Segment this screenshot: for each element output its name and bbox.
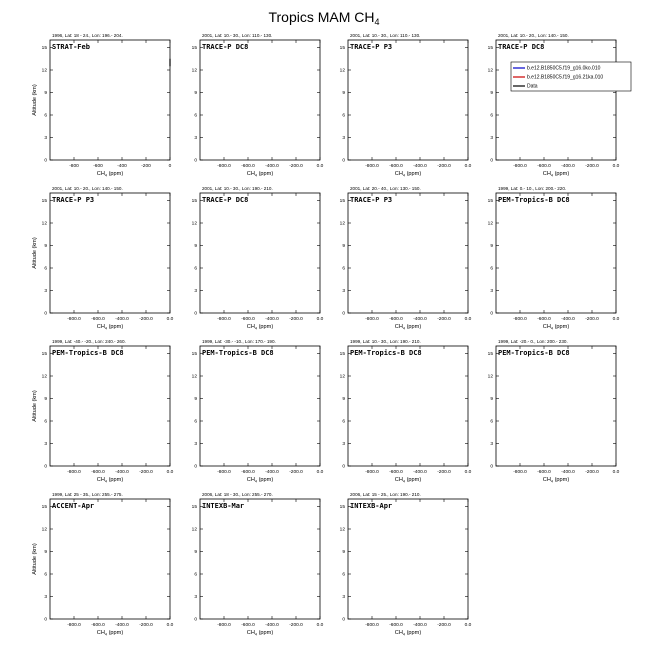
x-tick-label: 0.0 <box>166 623 174 628</box>
x-tick-label: -800.0 <box>513 470 527 475</box>
campaign-label: PEM-Tropics-B DC8 <box>350 349 422 357</box>
y-tick-label: 6 <box>342 113 345 119</box>
panel-subtitle: 1999, Lat: -40.- -20., Lon: 240.- 260. <box>52 339 126 344</box>
y-tick-label: 12 <box>41 374 47 380</box>
x-tick-label: -400.0 <box>561 317 575 322</box>
x-tick-label: -600.0 <box>241 317 255 322</box>
y-axis-label: Altitude (km) <box>32 390 38 422</box>
x-axis-label-unit: (ppm) <box>257 171 274 177</box>
y-tick-label: 3 <box>342 442 345 448</box>
x-axis-label-main: CH <box>246 630 255 636</box>
x-tick-label: -400.0 <box>413 317 427 322</box>
panel-subtitle: 2001, Lat: 10.- 20., Lon: 140.- 150. <box>52 186 123 191</box>
campaign-label: PEM-Tropics-B DC8 <box>498 196 570 204</box>
y-tick-label: 3 <box>194 289 197 295</box>
y-tick-label: 0 <box>490 158 493 164</box>
y-tick-label: 9 <box>194 397 197 403</box>
x-tick-label: 0 <box>168 164 172 169</box>
x-axis-label <box>395 477 422 484</box>
x-tick-label: -200.0 <box>437 623 451 628</box>
y-tick-label: 9 <box>490 91 493 97</box>
x-tick-label: -200.0 <box>437 470 451 475</box>
x-tick-label: -600.0 <box>241 623 255 628</box>
y-tick-label: 0 <box>194 158 197 164</box>
x-tick-label: -600.0 <box>389 164 403 169</box>
plot-frame <box>348 193 468 313</box>
x-tick-label: -600.0 <box>91 470 105 475</box>
x-axis-label-unit: (ppm) <box>107 630 124 636</box>
panel-4 <box>488 33 631 178</box>
x-tick-label: 0.0 <box>316 317 324 322</box>
x-tick-label: -800.0 <box>365 164 379 169</box>
panel-subtitle: 1999, Lat: 25 - 35., Lon: 255.- 275. <box>52 492 123 497</box>
y-tick-label: 6 <box>194 113 197 119</box>
y-tick-label: 6 <box>44 419 47 425</box>
x-axis-label <box>97 171 124 178</box>
panel-subtitle: 2006, Lat: 15 - 25., Lon: 190.- 210. <box>350 492 421 497</box>
x-axis-label-unit: (ppm) <box>405 171 422 177</box>
x-tick-label: -200.0 <box>289 164 303 169</box>
x-tick-label: -200.0 <box>585 470 599 475</box>
x-tick-label: -800.0 <box>513 317 527 322</box>
x-axis-label-unit: (ppm) <box>107 324 124 330</box>
panel-5 <box>32 186 174 331</box>
y-tick-label: 9 <box>194 550 197 556</box>
x-axis-label-main: CH <box>394 324 403 330</box>
y-tick-label: 3 <box>44 595 47 601</box>
y-tick-label: 15 <box>487 46 493 52</box>
y-tick-label: 3 <box>44 136 47 142</box>
y-tick-label: 12 <box>487 374 493 380</box>
x-tick-label: -600.0 <box>389 317 403 322</box>
x-axis-label-main: CH <box>246 324 255 330</box>
x-axis-label <box>97 324 124 331</box>
y-tick-label: 6 <box>490 113 493 119</box>
campaign-label: INTEXB-Mar <box>202 502 245 510</box>
y-tick-label: 9 <box>342 91 345 97</box>
y-tick-label: 15 <box>339 505 345 511</box>
x-tick-label: -600.0 <box>241 470 255 475</box>
campaign-label: PEM-Tropics-B DC8 <box>202 349 274 357</box>
x-axis-label-unit: (ppm) <box>405 477 422 483</box>
y-tick-label: 9 <box>44 397 47 403</box>
x-tick-label: -800.0 <box>217 623 231 628</box>
x-tick-label: -600.0 <box>537 470 551 475</box>
y-tick-label: 3 <box>44 289 47 295</box>
x-axis-label-subscript: 4 <box>550 479 554 484</box>
x-tick-label: -200.0 <box>289 470 303 475</box>
y-tick-label: 15 <box>191 199 197 205</box>
panel-1 <box>32 33 172 178</box>
panel-subtitle: 2001, Lat: 10.- 30., Lon: 190.- 210. <box>202 186 273 191</box>
y-tick-label: 0 <box>490 311 493 317</box>
panel-11 <box>340 339 472 484</box>
x-tick-label: -400.0 <box>265 164 279 169</box>
panel-3 <box>340 33 472 178</box>
x-tick-label: -400.0 <box>561 470 575 475</box>
panel-grid <box>32 33 631 637</box>
y-tick-label: 3 <box>342 289 345 295</box>
campaign-label: TRACE-P DC8 <box>202 196 249 204</box>
x-axis-label-subscript: 4 <box>104 173 108 178</box>
y-tick-label: 3 <box>490 442 493 448</box>
plot-frame <box>50 346 170 466</box>
x-tick-label: -800.0 <box>365 623 379 628</box>
x-tick-label: -600.0 <box>91 623 105 628</box>
y-tick-label: 12 <box>339 527 345 533</box>
panel-10 <box>192 339 324 484</box>
x-tick-label: -800.0 <box>67 470 81 475</box>
plot-frame <box>496 346 616 466</box>
x-axis-label-unit: (ppm) <box>405 630 422 636</box>
x-axis-label-subscript: 4 <box>104 479 108 484</box>
legend <box>511 62 631 91</box>
x-tick-label: -600 <box>93 164 103 169</box>
y-tick-label: 0 <box>194 311 197 317</box>
x-tick-label: -200.0 <box>437 317 451 322</box>
y-tick-label: 6 <box>342 266 345 272</box>
campaign-label: INTEXB-Apr <box>350 502 393 510</box>
x-tick-label: -400.0 <box>561 164 575 169</box>
plot-frame <box>496 40 616 160</box>
panel-8 <box>488 186 620 331</box>
x-axis-label-main: CH <box>246 171 255 177</box>
x-tick-label: -400.0 <box>115 317 129 322</box>
panel-subtitle: 2001, Lat: 10.- 20., Lon: 140.- 150. <box>498 33 569 38</box>
x-tick-label: -800.0 <box>67 317 81 322</box>
y-tick-label: 15 <box>41 199 47 205</box>
x-axis-label <box>395 171 422 178</box>
x-tick-label: -800.0 <box>217 317 231 322</box>
y-axis-label: Altitude (km) <box>32 237 38 269</box>
x-tick-label: -800.0 <box>513 164 527 169</box>
y-tick-label: 9 <box>44 244 47 250</box>
x-tick-label: -200.0 <box>585 164 599 169</box>
x-tick-label: -600.0 <box>389 623 403 628</box>
y-tick-label: 9 <box>490 397 493 403</box>
x-tick-label: -800 <box>69 164 79 169</box>
x-axis-label <box>395 630 422 637</box>
x-axis-label-main: CH <box>542 171 551 177</box>
legend-label: b.e12.B1850C5.f19_g16.0ko.010 <box>527 65 601 72</box>
panel-subtitle: 2001, Lat: 20.- 40., Lon: 130.- 150. <box>350 186 421 191</box>
y-tick-label: 9 <box>194 91 197 97</box>
x-axis-label <box>247 324 274 331</box>
y-tick-label: 12 <box>191 68 197 74</box>
y-tick-label: 12 <box>191 374 197 380</box>
campaign-label: STRAT-Feb <box>52 43 90 51</box>
plot-frame <box>348 40 468 160</box>
y-tick-label: 15 <box>339 352 345 358</box>
y-tick-label: 12 <box>191 527 197 533</box>
panel-subtitle: 1999, Lat: -30.- -10., Lon: 170.- 190. <box>202 339 276 344</box>
x-tick-label: -400.0 <box>265 317 279 322</box>
y-tick-label: 6 <box>342 419 345 425</box>
x-axis-label <box>543 477 570 484</box>
plot-frame <box>348 499 468 619</box>
x-tick-label: 0.0 <box>166 317 174 322</box>
x-axis-label-subscript: 4 <box>104 632 108 637</box>
y-tick-label: 0 <box>44 464 47 470</box>
x-tick-label: -800.0 <box>217 164 231 169</box>
x-axis-label-unit: (ppm) <box>107 171 124 177</box>
x-tick-label: -400 <box>117 164 127 169</box>
panel-12 <box>488 339 620 484</box>
x-tick-label: -600.0 <box>389 470 403 475</box>
x-axis-label <box>543 324 570 331</box>
x-tick-label: -400.0 <box>115 623 129 628</box>
x-axis-label <box>247 630 274 637</box>
y-tick-label: 0 <box>194 464 197 470</box>
x-tick-label: 0.0 <box>464 164 472 169</box>
y-tick-label: 3 <box>44 442 47 448</box>
y-tick-label: 15 <box>339 46 345 52</box>
y-tick-label: 15 <box>487 199 493 205</box>
x-tick-label: 0.0 <box>316 623 324 628</box>
x-tick-label: -200.0 <box>139 623 153 628</box>
x-tick-label: 0.0 <box>464 470 472 475</box>
x-tick-label: 0.0 <box>612 470 620 475</box>
panel-subtitle: 1999, Lat: 0.- 10., Lon: 200.- 220. <box>498 186 567 191</box>
y-tick-label: 12 <box>487 221 493 227</box>
plot-frame <box>200 346 320 466</box>
x-tick-label: -600.0 <box>91 317 105 322</box>
y-tick-label: 9 <box>44 91 47 97</box>
campaign-label: PEM-Tropics-B DC8 <box>498 349 570 357</box>
x-axis-label-subscript: 4 <box>104 326 108 331</box>
panel-subtitle: 2001, Lat: 10.- 30., Lon: 110.- 130. <box>350 33 421 38</box>
x-tick-label: 0.0 <box>316 470 324 475</box>
x-tick-label: -200.0 <box>289 623 303 628</box>
x-axis-label-main: CH <box>394 477 403 483</box>
x-tick-label: 0.0 <box>612 164 620 169</box>
x-axis-label-subscript: 4 <box>254 173 258 178</box>
y-tick-label: 12 <box>41 221 47 227</box>
y-tick-label: 3 <box>342 595 345 601</box>
y-axis-label: Altitude (km) <box>32 84 38 116</box>
x-tick-label: -200.0 <box>139 470 153 475</box>
x-axis-label <box>97 477 124 484</box>
y-tick-label: 15 <box>191 505 197 511</box>
y-tick-label: 6 <box>194 266 197 272</box>
y-tick-label: 12 <box>339 374 345 380</box>
x-tick-label: -200 <box>141 164 151 169</box>
x-tick-label: 0.0 <box>464 317 472 322</box>
y-tick-label: 15 <box>191 352 197 358</box>
plot-frame <box>496 193 616 313</box>
x-tick-label: 0.0 <box>166 470 174 475</box>
x-axis-label <box>247 171 274 178</box>
y-tick-label: 6 <box>490 419 493 425</box>
x-tick-label: -200.0 <box>437 164 451 169</box>
x-axis-label-unit: (ppm) <box>107 477 124 483</box>
x-axis-label-unit: (ppm) <box>257 477 274 483</box>
x-axis-label <box>97 630 124 637</box>
y-tick-label: 3 <box>342 136 345 142</box>
figure-title-subscript: 4 <box>374 17 380 27</box>
y-tick-label: 12 <box>41 68 47 74</box>
y-tick-label: 0 <box>44 158 47 164</box>
x-axis-label-main: CH <box>246 477 255 483</box>
y-tick-label: 6 <box>194 572 197 578</box>
y-tick-label: 12 <box>41 527 47 533</box>
x-tick-label: 0.0 <box>316 164 324 169</box>
x-axis-label-subscript: 4 <box>254 479 258 484</box>
campaign-label: ACCENT-Apr <box>52 502 95 510</box>
y-tick-label: 15 <box>41 505 47 511</box>
panel-9 <box>32 339 174 484</box>
x-tick-label: -800.0 <box>365 317 379 322</box>
x-axis-label-subscript: 4 <box>402 173 406 178</box>
x-axis-label-main: CH <box>542 477 551 483</box>
y-tick-label: 0 <box>44 311 47 317</box>
figure-title <box>268 9 379 27</box>
y-tick-label: 9 <box>342 397 345 403</box>
y-tick-label: 3 <box>194 442 197 448</box>
y-tick-label: 0 <box>342 617 345 623</box>
campaign-label: TRACE-P P3 <box>350 196 393 204</box>
y-tick-label: 0 <box>342 464 345 470</box>
y-tick-label: 12 <box>191 221 197 227</box>
campaign-label: TRACE-P DC8 <box>498 43 545 51</box>
x-axis-label-main: CH <box>96 171 105 177</box>
y-tick-label: 15 <box>191 46 197 52</box>
x-axis-label-unit: (ppm) <box>553 324 570 330</box>
plot-frame <box>50 499 170 619</box>
x-tick-label: -600.0 <box>537 164 551 169</box>
x-tick-label: -400.0 <box>413 623 427 628</box>
x-axis-label-main: CH <box>394 171 403 177</box>
y-tick-label: 0 <box>342 158 345 164</box>
y-tick-label: 9 <box>194 244 197 250</box>
x-axis-label-subscript: 4 <box>254 632 258 637</box>
x-axis-label <box>543 171 570 178</box>
x-axis-label-unit: (ppm) <box>553 171 570 177</box>
panel-6 <box>192 186 324 331</box>
x-tick-label: -400.0 <box>115 470 129 475</box>
y-tick-label: 15 <box>41 46 47 52</box>
x-tick-label: -400.0 <box>265 623 279 628</box>
y-tick-label: 3 <box>490 136 493 142</box>
y-tick-label: 0 <box>194 617 197 623</box>
plot-frame <box>50 40 170 160</box>
x-axis-label <box>247 477 274 484</box>
y-tick-label: 0 <box>490 464 493 470</box>
y-tick-label: 9 <box>44 550 47 556</box>
plot-frame <box>200 499 320 619</box>
y-tick-label: 0 <box>342 311 345 317</box>
y-tick-label: 6 <box>44 113 47 119</box>
legend-label: Data <box>527 83 538 90</box>
panel-subtitle: 1999, Lat: 10.- 30., Lon: 190.- 210. <box>350 339 421 344</box>
x-tick-label: -200.0 <box>289 317 303 322</box>
x-axis-label-unit: (ppm) <box>257 630 274 636</box>
panel-subtitle: 2001, Lat: 10.- 30., Lon: 110.- 130. <box>202 33 273 38</box>
campaign-label: TRACE-P P3 <box>350 43 393 51</box>
legend-label: b.e12.B1850C5.f19_g16.21ka.010 <box>527 74 604 81</box>
campaign-label: PEM-Tropics-B DC8 <box>52 349 124 357</box>
campaign-label: TRACE-P P3 <box>52 196 95 204</box>
y-tick-label: 12 <box>339 221 345 227</box>
y-tick-label: 15 <box>339 199 345 205</box>
figure-title-main: Tropics MAM CH <box>268 9 375 25</box>
y-tick-label: 3 <box>490 289 493 295</box>
panel-2 <box>192 33 324 178</box>
x-axis-label-subscript: 4 <box>550 173 554 178</box>
y-axis-label: Altitude (km) <box>32 543 38 575</box>
x-axis-label-subscript: 4 <box>402 479 406 484</box>
y-tick-label: 12 <box>339 68 345 74</box>
y-tick-label: 6 <box>490 266 493 272</box>
panel-subtitle: 1999, Lat: -20.- 0., Lon: 200.- 230. <box>498 339 568 344</box>
y-tick-label: 3 <box>194 595 197 601</box>
plot-frame <box>50 193 170 313</box>
x-axis-label-subscript: 4 <box>254 326 258 331</box>
x-axis-label-main: CH <box>394 630 403 636</box>
x-axis-label-unit: (ppm) <box>257 324 274 330</box>
y-tick-label: 15 <box>41 352 47 358</box>
x-tick-label: -800.0 <box>217 470 231 475</box>
plot-frame <box>200 40 320 160</box>
y-tick-label: 15 <box>487 352 493 358</box>
y-tick-label: 0 <box>44 617 47 623</box>
panel-7 <box>340 186 472 331</box>
x-tick-label: -800.0 <box>67 623 81 628</box>
x-tick-label: 0.0 <box>464 623 472 628</box>
x-tick-label: -400.0 <box>265 470 279 475</box>
x-axis-label-main: CH <box>96 630 105 636</box>
x-axis-label-subscript: 4 <box>402 326 406 331</box>
x-tick-label: -200.0 <box>585 317 599 322</box>
y-tick-label: 12 <box>487 68 493 74</box>
x-axis-label-main: CH <box>96 477 105 483</box>
panel-14 <box>192 492 324 637</box>
campaign-label: TRACE-P DC8 <box>202 43 249 51</box>
y-tick-label: 6 <box>342 572 345 578</box>
x-axis-label-main: CH <box>96 324 105 330</box>
x-tick-label: -400.0 <box>413 470 427 475</box>
x-axis-label-subscript: 4 <box>550 326 554 331</box>
panel-13 <box>32 492 174 637</box>
plot-frame <box>200 193 320 313</box>
y-tick-label: 9 <box>342 550 345 556</box>
panel-subtitle: 1996, Lat: 18 - 24., Lon: 196.- 204. <box>52 33 123 38</box>
x-tick-label: -600.0 <box>537 317 551 322</box>
x-tick-label: -200.0 <box>139 317 153 322</box>
x-axis-label-subscript: 4 <box>402 632 406 637</box>
y-tick-label: 6 <box>194 419 197 425</box>
x-axis-label-main: CH <box>542 324 551 330</box>
panel-15 <box>340 492 472 637</box>
panel-subtitle: 2006, Lat: 18 - 30., Lon: 255.- 270. <box>202 492 273 497</box>
x-axis-label-unit: (ppm) <box>405 324 422 330</box>
plot-frame <box>348 346 468 466</box>
y-tick-label: 3 <box>194 136 197 142</box>
x-tick-label: -400.0 <box>413 164 427 169</box>
x-tick-label: -800.0 <box>365 470 379 475</box>
y-tick-label: 9 <box>342 244 345 250</box>
x-axis-label-unit: (ppm) <box>553 477 570 483</box>
x-axis-label <box>395 324 422 331</box>
x-tick-label: 0.0 <box>612 317 620 322</box>
x-tick-label: -600.0 <box>241 164 255 169</box>
y-tick-label: 6 <box>44 572 47 578</box>
y-tick-label: 9 <box>490 244 493 250</box>
y-tick-label: 6 <box>44 266 47 272</box>
